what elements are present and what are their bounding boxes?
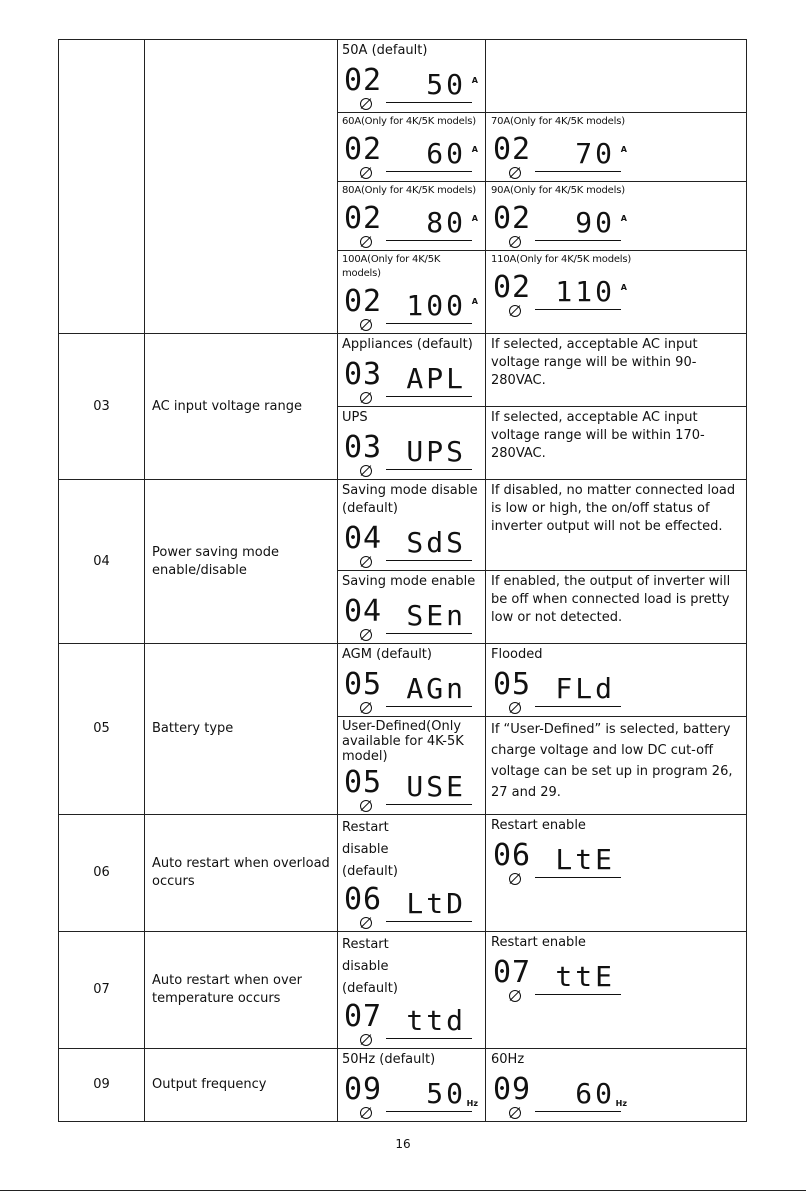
lcd-underline: [386, 1038, 472, 1039]
option-cell: [338, 480, 486, 571]
lcd-display: [491, 668, 631, 714]
lcd-program-code: 02: [493, 201, 532, 236]
lcd-display: [342, 668, 482, 714]
lcd-program-code: 02: [344, 284, 383, 319]
option-label: Flooded: [491, 647, 543, 662]
setting-icon: [509, 236, 521, 248]
option-label: Appliances (default): [342, 337, 473, 352]
lcd-value: 110: [555, 275, 615, 308]
lcd-display: [342, 1000, 482, 1046]
program-name: Auto restart when over temperature occurs: [145, 932, 338, 1049]
option-cell: [338, 334, 486, 407]
option-label: User-Defined(Only available for 4K-5K model): [342, 719, 464, 764]
lcd-value: 50: [426, 1077, 466, 1110]
program-name: Battery type: [145, 644, 338, 815]
option-label: 50Hz (default): [342, 1052, 436, 1067]
lcd-display: [491, 271, 631, 317]
setting-icon: [360, 1034, 372, 1046]
lcd-unit: A: [471, 76, 478, 85]
option-cell: [486, 932, 747, 1049]
option-description: If selected, acceptable AC input voltage range will be within 90-280VAC.: [486, 334, 747, 407]
lcd-underline: [535, 1111, 621, 1112]
setting-icon: [509, 305, 521, 317]
setting-icon: [360, 167, 372, 179]
lcd-unit: Hz: [466, 1099, 478, 1108]
lcd-underline: [535, 706, 621, 707]
lcd-underline: [386, 396, 472, 397]
lcd-program-code: 06: [493, 838, 532, 873]
setting-icon: [360, 465, 372, 477]
lcd-display: [342, 358, 482, 404]
program-number: 03: [59, 334, 145, 480]
setting-icon: [509, 167, 521, 179]
program-number: 09: [59, 1049, 145, 1122]
option-cell: [486, 113, 747, 182]
lcd-program-code: 02: [344, 63, 383, 98]
option-label: 80A(Only for 4K/5K models): [342, 185, 476, 196]
description-cell: [486, 40, 747, 113]
option-label: 110A(Only for 4K/5K models): [491, 254, 632, 265]
lcd-value: ttE: [555, 960, 615, 993]
lcd-display: [342, 202, 482, 248]
option-description: If enabled, the output of inverter will be off when connected load is pretty low or not detected.: [486, 571, 747, 644]
lcd-value: ttd: [406, 1004, 466, 1037]
lcd-display: [342, 285, 482, 331]
lcd-program-code: 03: [344, 430, 383, 465]
lcd-value: UPS: [406, 435, 466, 468]
option-label: 90A(Only for 4K/5K models): [491, 185, 625, 196]
option-label: Saving mode disable (default): [342, 483, 478, 516]
setting-icon: [360, 392, 372, 404]
setting-icon: [509, 990, 521, 1002]
option-cell: [338, 644, 486, 717]
setting-icon: [360, 556, 372, 568]
lcd-unit: A: [620, 145, 627, 154]
lcd-display: [491, 1073, 631, 1119]
lcd-program-code: 03: [344, 357, 383, 392]
option-label: 70A(Only for 4K/5K models): [491, 116, 625, 127]
option-label: Restart disable (default): [342, 820, 398, 879]
lcd-unit: A: [471, 214, 478, 223]
option-cell: [338, 182, 486, 251]
option-cell: [338, 40, 486, 113]
lcd-underline: [535, 240, 621, 241]
program-name: Auto restart when overload occurs: [145, 815, 338, 932]
lcd-display: [491, 202, 631, 248]
setting-icon: [360, 917, 372, 929]
lcd-value: LtD: [406, 887, 466, 920]
lcd-display: [342, 766, 482, 812]
program-number: 06: [59, 815, 145, 932]
lcd-value: FLd: [555, 672, 615, 705]
option-cell: [486, 251, 747, 334]
lcd-value: 80: [426, 206, 466, 239]
lcd-display: [491, 839, 631, 885]
lcd-value: LtE: [555, 843, 615, 876]
lcd-underline: [535, 994, 621, 995]
settings-table: [58, 39, 747, 1122]
lcd-unit: A: [471, 297, 478, 306]
lcd-underline: [386, 560, 472, 561]
footer-divider: [0, 1190, 806, 1191]
lcd-underline: [386, 469, 472, 470]
lcd-program-code: 02: [493, 132, 532, 167]
program-number: 07: [59, 932, 145, 1049]
lcd-value: APL: [406, 362, 466, 395]
option-label: UPS: [342, 410, 368, 425]
setting-icon: [360, 98, 372, 110]
lcd-program-code: 07: [493, 955, 532, 990]
option-description: If selected, acceptable AC input voltage range will be within 170-280VAC.: [486, 407, 747, 480]
lcd-program-code: 04: [344, 521, 383, 556]
lcd-display: [342, 522, 482, 568]
lcd-unit: A: [620, 214, 627, 223]
option-label: 50A (default): [342, 43, 428, 58]
lcd-display: [491, 956, 631, 1002]
option-cell: [338, 717, 486, 815]
lcd-underline: [386, 323, 472, 324]
lcd-display: [342, 595, 482, 641]
lcd-underline: [386, 706, 472, 707]
lcd-value: 70: [575, 137, 615, 170]
lcd-program-code: 02: [493, 270, 532, 305]
option-label: Restart enable: [491, 935, 586, 950]
program-number: 05: [59, 644, 145, 815]
lcd-program-code: 04: [344, 594, 383, 629]
lcd-value: SdS: [406, 526, 466, 559]
lcd-underline: [535, 309, 621, 310]
lcd-program-code: 07: [344, 999, 383, 1034]
lcd-unit: A: [471, 145, 478, 154]
setting-icon: [509, 873, 521, 885]
lcd-value: 50: [426, 68, 466, 101]
lcd-program-code: 05: [493, 667, 532, 702]
lcd-value: 60: [575, 1077, 615, 1110]
option-cell: [486, 182, 747, 251]
option-cell: [338, 1049, 486, 1122]
lcd-underline: [386, 102, 472, 103]
lcd-value: USE: [406, 770, 466, 803]
lcd-display: [491, 133, 631, 179]
option-cell: [338, 251, 486, 334]
lcd-unit: A: [620, 283, 627, 292]
lcd-display: [342, 1073, 482, 1119]
lcd-program-code: 05: [344, 667, 383, 702]
lcd-underline: [386, 171, 472, 172]
program-name-cell: [145, 40, 338, 334]
option-description: If “User-Defined” is selected, battery charge voltage and low DC cut-off voltage can be set up in program 26, 27 and 29.: [486, 717, 747, 815]
lcd-unit: Hz: [615, 1099, 627, 1108]
lcd-program-code: 09: [344, 1072, 383, 1107]
option-cell: [486, 815, 747, 932]
option-label: 60A(Only for 4K/5K models): [342, 116, 476, 127]
option-description: If disabled, no matter connected load is low or high, the on/off status of inverter output will not be effected.: [486, 480, 747, 571]
lcd-value: SEn: [406, 599, 466, 632]
option-label: Restart enable: [491, 818, 586, 833]
lcd-value: 100: [406, 289, 466, 322]
page-number: 16: [395, 1137, 411, 1151]
setting-icon: [360, 629, 372, 641]
program-number-cell: [59, 40, 145, 334]
option-label: Saving mode enable: [342, 574, 476, 589]
option-cell: [338, 571, 486, 644]
lcd-value: 90: [575, 206, 615, 239]
lcd-value: 60: [426, 137, 466, 170]
setting-icon: [360, 702, 372, 714]
lcd-underline: [535, 171, 621, 172]
setting-icon: [360, 800, 372, 812]
lcd-program-code: 05: [344, 765, 383, 800]
lcd-program-code: 02: [344, 201, 383, 236]
option-label: AGM (default): [342, 647, 432, 662]
option-cell: [486, 1049, 747, 1122]
lcd-underline: [386, 804, 472, 805]
option-cell: [338, 113, 486, 182]
lcd-program-code: 09: [493, 1072, 532, 1107]
lcd-display: [342, 883, 482, 929]
setting-icon: [360, 1107, 372, 1119]
setting-icon: [509, 1107, 521, 1119]
lcd-underline: [386, 240, 472, 241]
program-number: 04: [59, 480, 145, 644]
option-label: Restart disable (default): [342, 937, 398, 996]
lcd-underline: [535, 877, 621, 878]
option-label: 100A(Only for 4K/5K models): [342, 254, 441, 279]
lcd-display: [342, 431, 482, 477]
option-cell: [338, 407, 486, 480]
setting-icon: [360, 319, 372, 331]
program-name: Output frequency: [145, 1049, 338, 1122]
lcd-underline: [386, 633, 472, 634]
lcd-display: [342, 64, 482, 110]
option-label: 60Hz: [491, 1052, 525, 1067]
option-cell: [486, 644, 747, 717]
setting-icon: [509, 702, 521, 714]
program-name: Power saving mode enable/disable: [145, 480, 338, 644]
lcd-value: AGn: [406, 672, 466, 705]
option-cell: [338, 932, 486, 1049]
lcd-underline: [386, 921, 472, 922]
program-name: AC input voltage range: [145, 334, 338, 480]
lcd-program-code: 02: [344, 132, 383, 167]
lcd-underline: [386, 1111, 472, 1112]
setting-icon: [360, 236, 372, 248]
lcd-program-code: 06: [344, 882, 383, 917]
option-cell: [338, 815, 486, 932]
lcd-display: [342, 133, 482, 179]
